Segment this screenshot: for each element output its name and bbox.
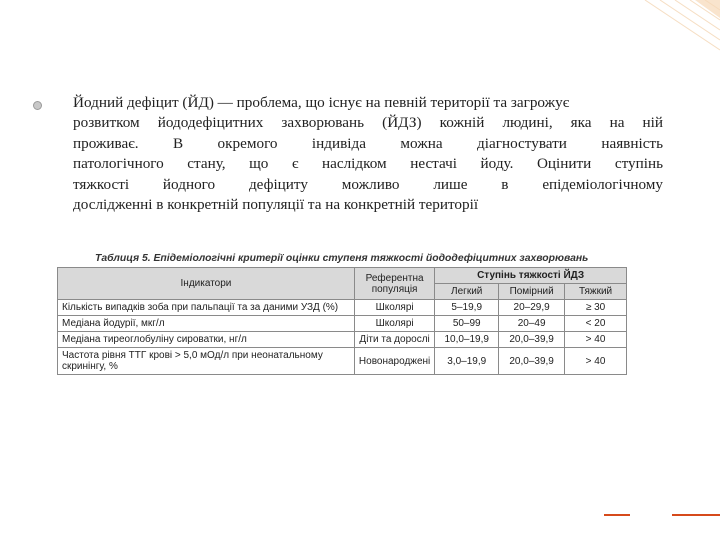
table-row [58, 332, 627, 348]
paragraph-line: проживає. В окремого індивіда можна діагностувати наявність [73, 134, 663, 152]
paragraph-line: Йодний дефіцит (ЙД) — проблема, що існує на певній території та загрожує [73, 94, 570, 111]
footer-accent-line [672, 514, 720, 516]
corner-decoration [600, 0, 720, 70]
cell-mild: 10,0–19,9 [435, 332, 499, 348]
criteria-table [57, 267, 627, 375]
cell-severe: > 40 [565, 332, 627, 348]
cell-indicator: Кількість випадків зоба при пальпації та за даними УЗД (%) [58, 300, 355, 316]
cell-moderate: 20–49 [499, 316, 565, 332]
cell-moderate: 20–29,9 [499, 300, 565, 316]
cell-indicator: Медіана йодурії, мкг/л [58, 316, 355, 332]
table-row [58, 316, 627, 332]
paragraph-line: тяжкості йодного дефіциту можливо лише в епідеміологічному [73, 175, 663, 193]
criteria-table-block [57, 253, 627, 375]
cell-moderate: 20,0–39,9 [499, 348, 565, 375]
cell-mild: 3,0–19,9 [435, 348, 499, 375]
header-mild: Легкий [435, 284, 499, 300]
cell-severe: < 20 [565, 316, 627, 332]
cell-indicator: Частота рівня ТТГ крові > 5,0 мОд/л при неонатальному скринінгу, % [58, 348, 355, 375]
cell-reference: Діти та дорослі [354, 332, 434, 348]
table-title: Таблиця 5. Епідеміологічні критерії оцінки ступеня тяжкості йододефіцитних захворювань [95, 253, 589, 264]
header-reference: Референтна популяція [354, 268, 434, 300]
cell-mild: 5–19,9 [435, 300, 499, 316]
cell-moderate: 20,0–39,9 [499, 332, 565, 348]
table-row [58, 348, 627, 375]
table-row [58, 300, 627, 316]
header-moderate: Помірний [499, 284, 565, 300]
bullet-point [33, 101, 42, 110]
paragraph-line: патологічного стану, що є наслідком нестачі йоду. Оцінити ступінь [73, 155, 663, 173]
header-severity: Ступінь тяжкості ЙДЗ [435, 268, 627, 284]
cell-reference: Школярі [354, 316, 434, 332]
body-paragraph [73, 93, 663, 215]
cell-indicator: Медіана тиреоглобуліну сироватки, нг/л [58, 332, 355, 348]
cell-reference: Новонароджені [354, 348, 434, 375]
cell-reference: Школярі [354, 300, 434, 316]
footer-accent-line [604, 514, 630, 516]
cell-severe: > 40 [565, 348, 627, 375]
cell-severe: ≥ 30 [565, 300, 627, 316]
paragraph-line: дослідженні в конкретній популяції та на конкретній території [73, 196, 479, 214]
header-severe: Тяжкий [565, 284, 627, 300]
header-indicator: Індикатори [58, 268, 355, 300]
paragraph-line: розвитком йододефіцитних захворювань (ЙДЗ) кожній людині, яка на ній [73, 114, 663, 132]
cell-mild: 50–99 [435, 316, 499, 332]
